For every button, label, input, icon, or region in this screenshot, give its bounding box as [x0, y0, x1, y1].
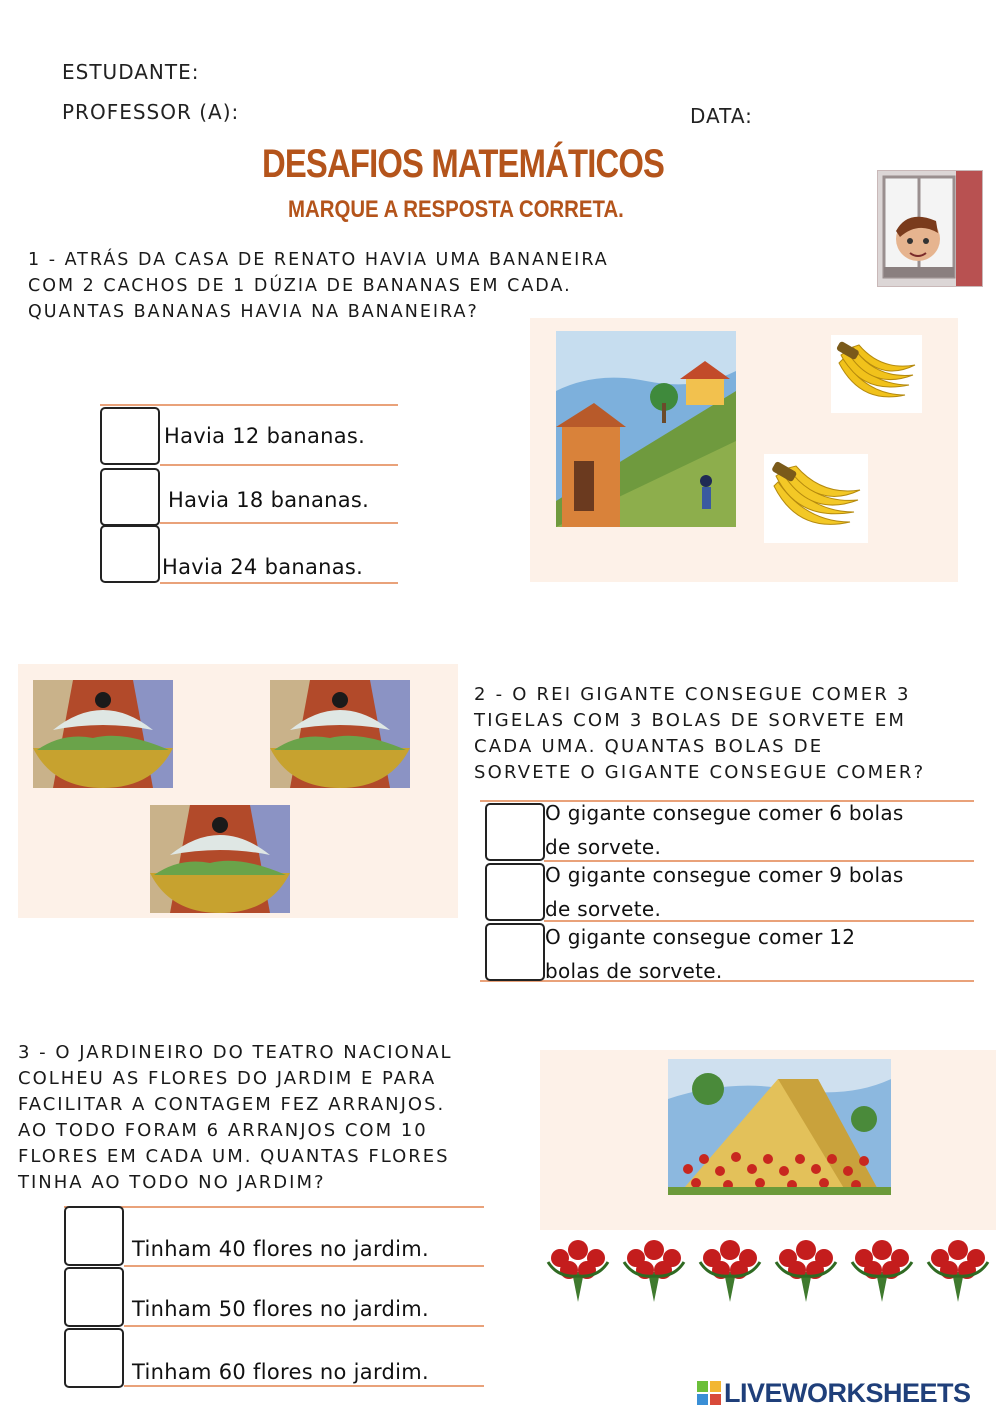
ice-cream-bowl-picture: [33, 680, 173, 788]
banana-picture: [764, 454, 868, 543]
question-3-line: COLHEU AS FLORES DO JARDIM E PARA: [18, 1068, 437, 1089]
answer-rule: [124, 1325, 484, 1327]
question-1-line: COM 2 CACHOS DE 1 DÚZIA DE BANANAS EM CADA.: [28, 276, 572, 296]
answer-rule: [160, 464, 398, 466]
student-label: ESTUDANTE:: [62, 60, 200, 84]
banana-picture: [831, 335, 922, 413]
answer-option: Tinham 60 flores no jardim.: [132, 1360, 430, 1384]
answer-checkbox[interactable]: [100, 468, 160, 526]
answer-option: [545, 796, 904, 864]
flower-garden-picture: [668, 1059, 891, 1195]
answer-checkbox[interactable]: [100, 407, 160, 465]
question-2-line: 2 - O REI GIGANTE CONSEGUE COMER 3: [474, 684, 911, 705]
page-subtitle: MARQUE A RESPOSTA CORRETA.: [288, 196, 624, 223]
answer-option-line: O gigante consegue comer 6 bolas: [545, 801, 904, 825]
boy-window-picture: [877, 170, 983, 287]
answer-option-line: O gigante consegue comer 9 bolas: [545, 863, 904, 887]
answer-rule: [64, 1206, 484, 1208]
answer-option: Havia 18 bananas.: [168, 488, 370, 512]
question-1-line: 1 - ATRÁS DA CASA DE RENATO HAVIA UMA BANANEIRA: [28, 250, 609, 270]
liveworksheets-logo-icon: [697, 1381, 721, 1405]
teacher-label: PROFESSOR (A):: [62, 100, 240, 124]
answer-option-line: O gigante consegue comer 12: [545, 925, 856, 949]
answer-option: [545, 858, 904, 926]
question-3-line: FACILITAR A CONTAGEM FEZ ARRANJOS.: [18, 1094, 446, 1115]
question-2-text: [474, 682, 925, 786]
answer-option: Havia 12 bananas.: [164, 424, 366, 448]
question-2-line: SORVETE O GIGANTE CONSEGUE COMER?: [474, 762, 926, 783]
answer-rule: [124, 1385, 484, 1387]
ice-cream-bowl-picture: [150, 805, 290, 913]
answer-option: Tinham 40 flores no jardim.: [132, 1237, 430, 1261]
answer-checkbox[interactable]: [64, 1206, 124, 1266]
answer-rule: [160, 582, 398, 584]
rose-bouquets-row: [540, 1228, 996, 1304]
liveworksheets-brand: LIVEWORKSHEETS: [724, 1378, 971, 1408]
question-3-text: [18, 1040, 453, 1196]
answer-checkbox[interactable]: [64, 1267, 124, 1327]
question-1-text: [28, 247, 609, 325]
ice-cream-bowl-picture: [270, 680, 410, 788]
date-label: DATA:: [690, 104, 753, 128]
answer-option-line: bolas de sorvete.: [545, 959, 723, 983]
question-3-line: FLORES EM CADA UM. QUANTAS FLORES: [18, 1146, 450, 1167]
answer-checkbox[interactable]: [485, 863, 545, 921]
answer-option: Tinham 50 flores no jardim.: [132, 1297, 430, 1321]
answer-rule: [124, 1265, 484, 1267]
answer-option-line: de sorvete.: [545, 897, 662, 921]
answer-option-line: de sorvete.: [545, 835, 662, 859]
page-title: DESAFIOS MATEMÁTICOS: [262, 142, 665, 186]
question-3-line: AO TODO FORAM 6 ARRANJOS COM 10: [18, 1120, 428, 1141]
answer-rule: [100, 404, 398, 406]
answer-checkbox[interactable]: [64, 1328, 124, 1388]
answer-checkbox[interactable]: [485, 923, 545, 981]
house-hill-picture: [556, 331, 736, 527]
answer-option: [545, 920, 855, 988]
question-3-line: TINHA AO TODO NO JARDIM?: [18, 1172, 326, 1193]
answer-option: Havia 24 bananas.: [162, 555, 364, 579]
question-3-line: 3 - O JARDINEIRO DO TEATRO NACIONAL: [18, 1042, 453, 1063]
question-2-line: TIGELAS COM 3 BOLAS DE SORVETE EM: [474, 710, 907, 731]
answer-checkbox[interactable]: [100, 525, 160, 583]
question-2-line: CADA UMA. QUANTAS BOLAS DE: [474, 736, 824, 757]
question-1-line: QUANTAS BANANAS HAVIA NA BANANEIRA?: [28, 302, 479, 322]
answer-checkbox[interactable]: [485, 803, 545, 861]
answer-rule: [160, 522, 398, 524]
